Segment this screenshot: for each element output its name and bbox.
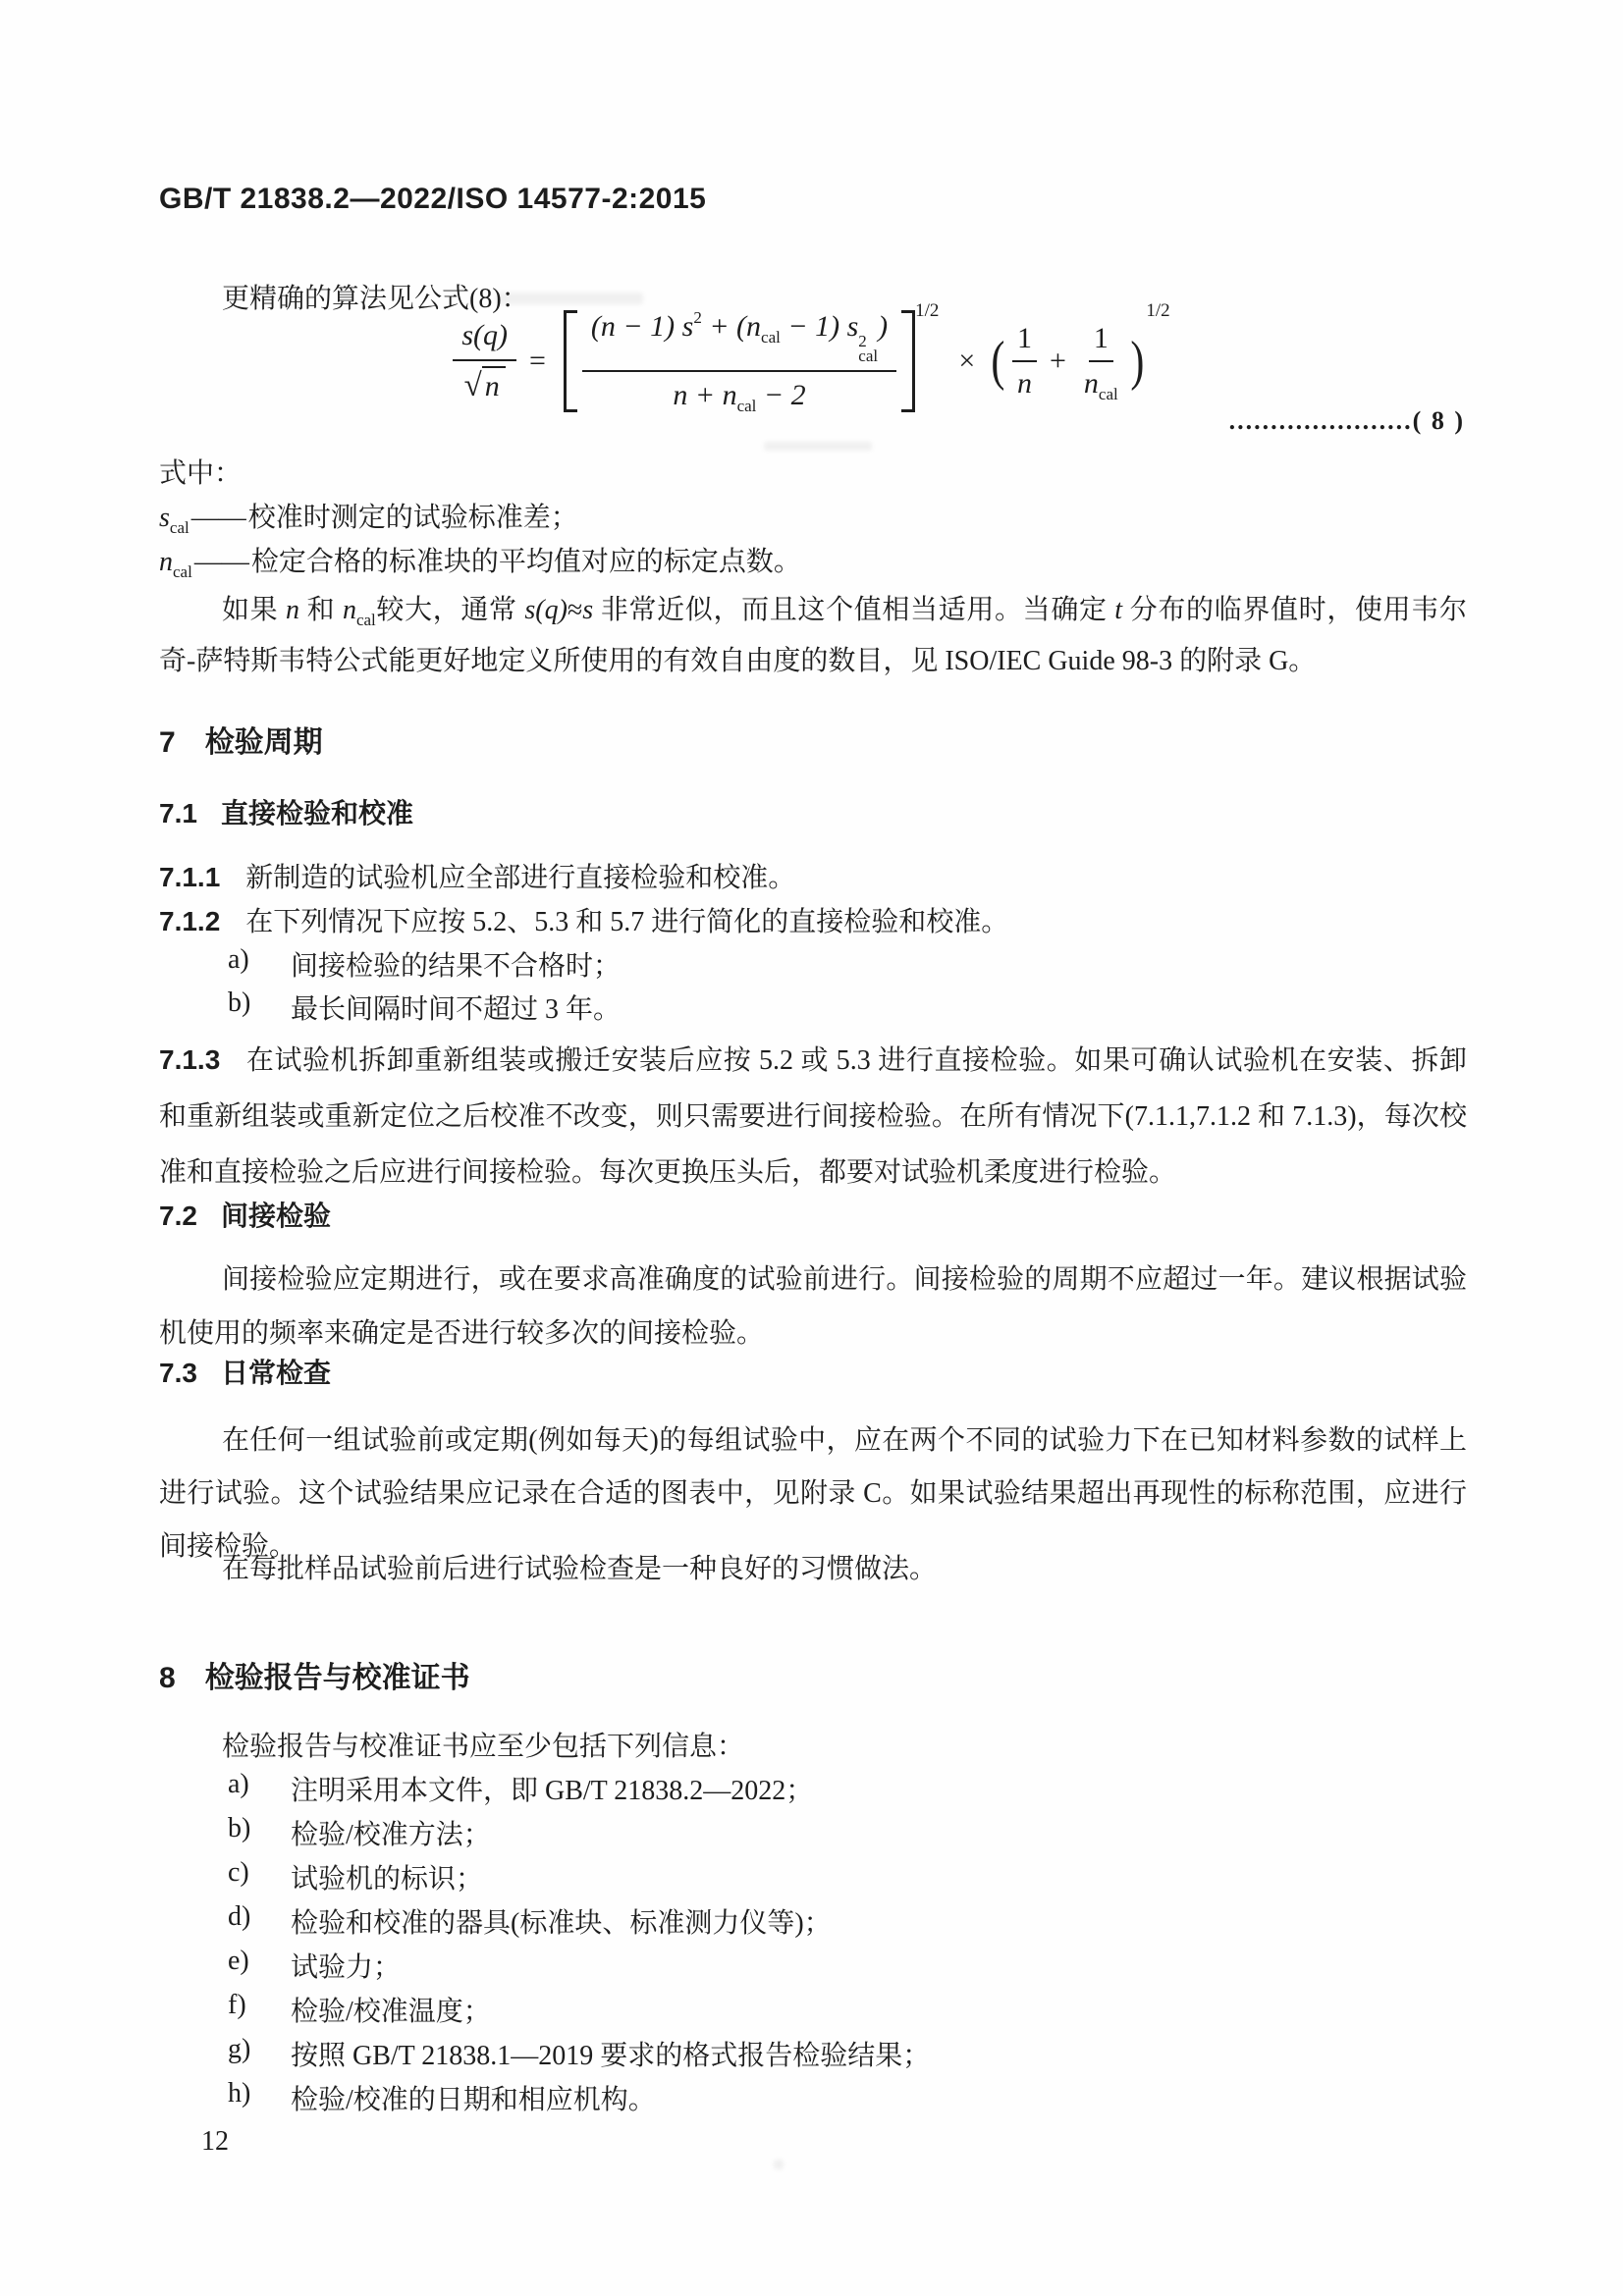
paragraph-7-2: 间接检验应定期进行，或在要求高准确度的试验前进行。间接检验的周期不应超过一年。建议根据试验机使用的频率来确定是否进行较多次的间接检验。 (159, 1264, 1467, 1349)
clause-7-1-2: 7.1.2 在下列情况下应按 5.2、5.3 和 5.7 进行简化的直接检验和校准。 (159, 906, 1009, 937)
scan-artifact (496, 293, 643, 304)
report-item-a: a) 注明采用本文件，即 GB/T 21838.2—2022； (228, 1769, 814, 1806)
exponent-half-2: 1/2 (1146, 300, 1170, 321)
equals-sign: = (528, 345, 546, 377)
where-label: 式中： (159, 458, 243, 489)
clause-7-1-3: 7.1.3 在试验机拆卸重新组装或搬迁安装后应按 5.2 或 5.3 进行直接检验。如果可确认试验机在安装、拆卸和重新组装或重新定位之后校准不改变，则只需要进行间接检验。在所有情况下(7.1.1,7.1.2 和 7.1.3)，每次校准和直接检验之后应进行间接检验。每次更换压头后，都要对试验机柔度进行检验。 (159, 1044, 1467, 1188)
section-7-heading: 7 检验周期 (159, 726, 323, 759)
equation-number: ( 8 ) (1412, 406, 1465, 435)
report-item-e: e) 试验力； (228, 1946, 402, 1983)
fraction-1-over-ncal: $\frac{1}{n_{cal}}$ (1083, 322, 1118, 403)
standard-header: GB/T 21838.2—2022/ISO 14577-2:2015 (159, 183, 707, 215)
variable-definition-ncal: $n_{cal}——$检定合格的标准块的平均值对应的标定点数。 (159, 547, 801, 581)
section-7-1-heading: 7.1 直接检验和校准 (159, 798, 413, 828)
fraction-1-over-n: $\frac{1}{n}$ (1012, 322, 1037, 400)
clause-7-1-1: 7.1.1 新制造的试验机应全部进行直接检验和校准。 (159, 862, 796, 893)
section-8-heading: 8 检验报告与校准证书 (159, 1662, 470, 1694)
section-8-intro: 检验报告与校准证书应至少包括下列信息： (222, 1732, 745, 1762)
equation-8 (159, 300, 1465, 415)
scan-artifact (774, 2160, 784, 2169)
left-bracket (564, 310, 577, 412)
open-paren: ( (991, 330, 1005, 392)
equation-number-line (159, 406, 1465, 436)
paragraph-7-3-b: 在每批样品试验前后进行试验检查是一种良好的习惯做法。 (222, 1554, 938, 1584)
lhs-fraction: $\frac{s(q)}{√ n}$ (453, 319, 516, 404)
paragraph-uncertainty: 如果 n 和 $n_{cal}$较大，通常 s(q)≈s 非常近似，而且这个值相当适用。当确定 t 分布的临界值时，使用韦尔奇-萨特斯韦特公式能更好地定义所使用的有效自由度的数目，见 ISO/IEC Guide 98-3 的附录 G。 (159, 595, 1467, 676)
close-paren: ) (1130, 330, 1145, 392)
page-number: 12 (201, 2126, 229, 2157)
paragraph-7-3-a: 在任何一组试验前或定期(例如每天)的每组试验中，应在两个不同的试验力下在已知材料参数的试样上进行试验。这个试验结果应记录在合适的图表中，见附录 C。如果试验结果超出再现性的标称范围，应进行间接检验。 (159, 1425, 1467, 1562)
times-sign: × (958, 345, 976, 377)
list-item-a: a) 间接检验的结果不合格时； (228, 944, 622, 982)
exponent-half: 1/2 (915, 300, 940, 321)
list-item-b: b) 最长间隔时间不超过 3 年。 (228, 988, 622, 1025)
report-item-f: f) 检验/校准温度； (228, 1990, 491, 2027)
sqrt-symbol: √ (463, 367, 482, 403)
plus-sign: + (1049, 345, 1066, 377)
section-7-3-heading: 7.3 日常检查 (159, 1358, 331, 1388)
formula-intro: 更精确的算法见公式(8)： (222, 284, 529, 314)
report-item-d: d) 检验和校准的器具(标准块、标准测力仪等)； (228, 1901, 832, 1939)
right-bracket (901, 310, 915, 412)
variable-definition-scal: $s_{cal}——$校准时测定的试验标准差； (159, 503, 578, 537)
report-item-b: b) 检验/校准方法； (228, 1813, 491, 1850)
report-item-g: g) 按照 GB/T 21838.1—2019 要求的格式报告检验结果； (228, 2034, 931, 2071)
section-7-2-heading: 7.2 间接检验 (159, 1201, 331, 1231)
main-fraction: (n − 1) $s^2 + (n_{cal} - 1)$ s 2 cal ) $n + n_{cal} - 2$ (582, 310, 896, 412)
report-item-h: h) 检验/校准的日期和相应机构。 (228, 2078, 656, 2115)
scan-artifact (764, 442, 872, 451)
dot-leader: ...................... (1228, 406, 1413, 435)
report-item-c: c) 试验机的标识； (228, 1857, 484, 1895)
